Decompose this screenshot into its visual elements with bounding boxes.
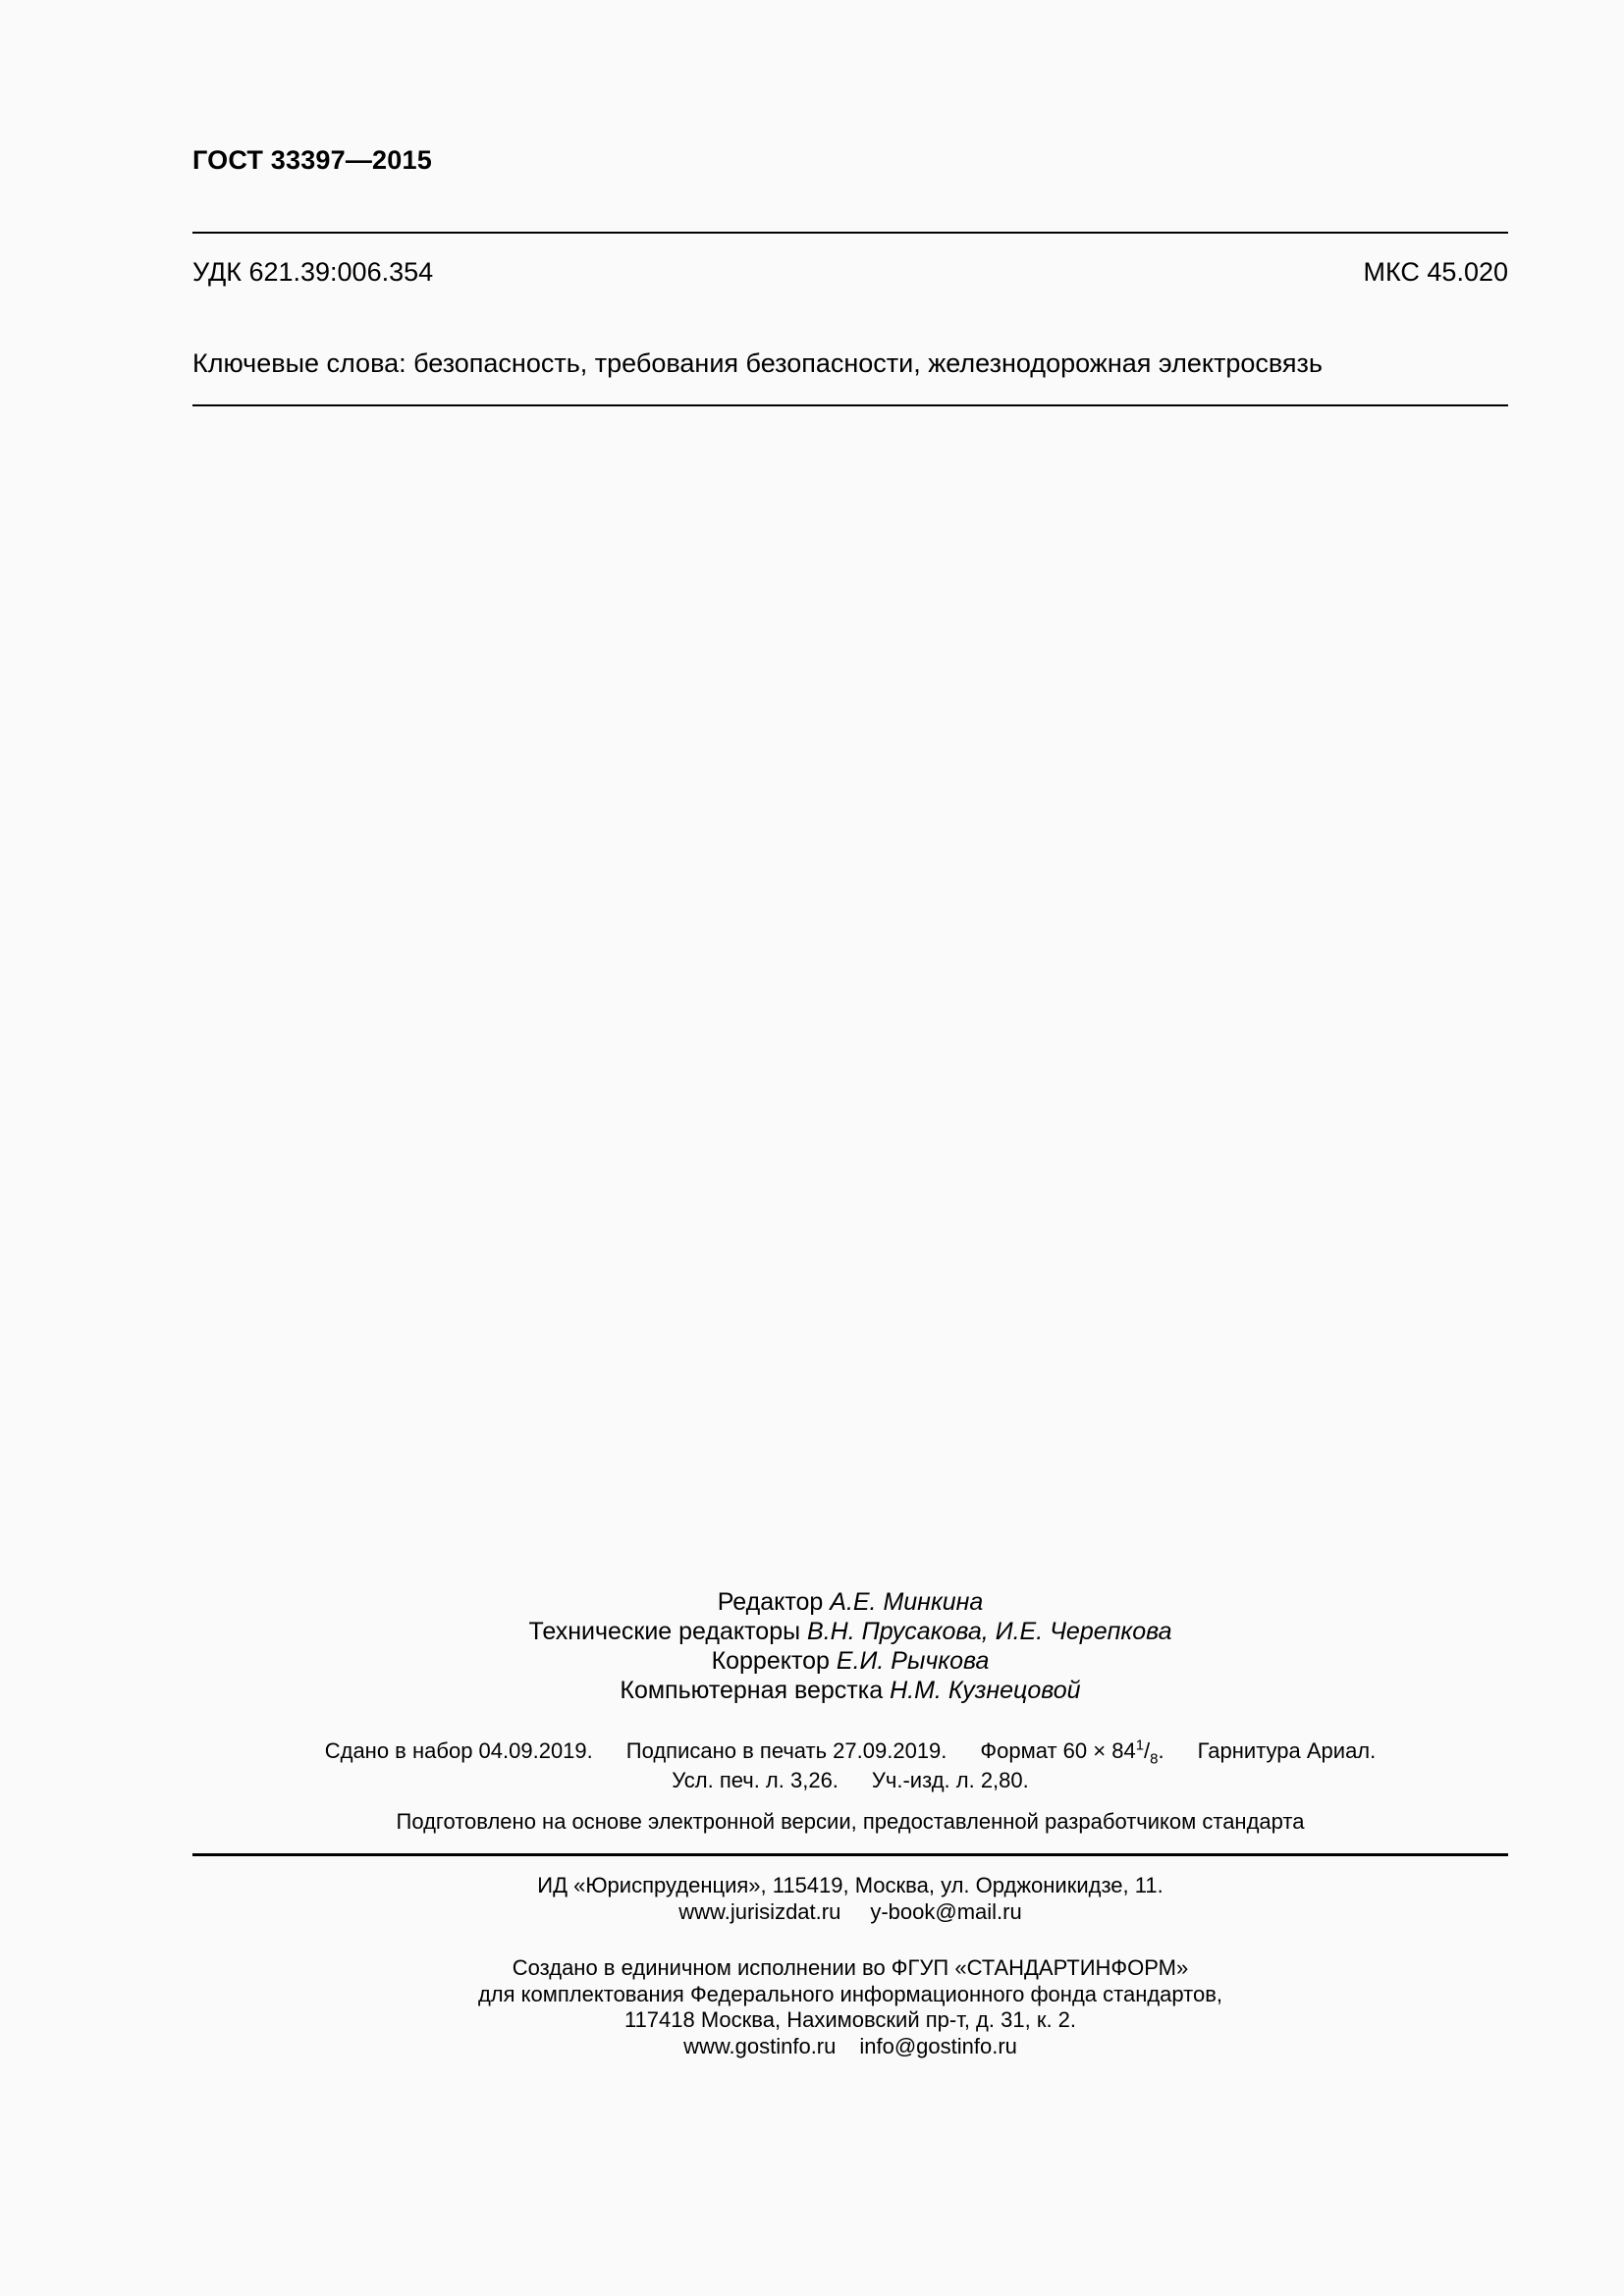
bottom-rule (192, 1853, 1508, 1856)
signed-date: Подписано в печать 27.09.2019. (625, 1738, 947, 1763)
creator-website[interactable]: www.gostinfo.ru (683, 2033, 837, 2058)
format-denominator: 8 (1150, 1750, 1159, 1768)
credit-tech-editors (192, 1617, 1508, 1646)
print-info-line-2 (192, 1768, 1508, 1793)
credit-role: Редактор (717, 1588, 824, 1616)
typeset-date: Сдано в набор 04.09.2019. (324, 1738, 593, 1763)
paper-format (980, 1736, 1164, 1768)
creator-line-2: для комплектования Федерального информационного фонда стандартов, (477, 1981, 1223, 2006)
creator-block (192, 1955, 1508, 2059)
format-suffix: . (1158, 1738, 1164, 1763)
credit-name: Н.М. Кузнецовой (890, 1677, 1081, 1704)
mks-code: МКС 45.020 (1363, 257, 1508, 287)
typeface: Гарнитура Ариал. (1197, 1738, 1377, 1763)
credit-role: Корректор (711, 1647, 830, 1675)
publisher-contacts (192, 1899, 1508, 1926)
creator-line-3: 117418 Москва, Нахимовский пр-т, д. 31, к. 2. (623, 2007, 1077, 2032)
format-slash: / (1144, 1738, 1151, 1763)
top-rule (192, 232, 1508, 234)
credit-role: Технические редакторы (528, 1618, 801, 1645)
print-info-line-1 (192, 1736, 1508, 1768)
document-title: ГОСТ 33397—2015 (192, 145, 432, 175)
publisher-address: ИД «Юриспруденция», 115419, Москва, ул. Орджоникидзе, 11. (537, 1873, 1164, 1897)
credit-corrector (192, 1646, 1508, 1676)
credit-layout (192, 1676, 1508, 1705)
credit-editor (192, 1587, 1508, 1617)
credit-name: В.Н. Прусакова, И.Е. Черепкова (807, 1618, 1172, 1645)
udk-code: УДК 621.39:006.354 (192, 257, 434, 287)
format-prefix: Формат 60 × 84 (980, 1738, 1136, 1763)
publisher-block (192, 1873, 1508, 1925)
credit-name: А.Е. Минкина (830, 1588, 984, 1616)
creator-line-1: Создано в единичном исполнении во ФГУП «СТАНДАРТИНФОРМ» (512, 1955, 1189, 1980)
format-numerator: 1 (1135, 1736, 1145, 1754)
creator-contacts (192, 2034, 1508, 2060)
print-sheets: Усл. печ. л. 3,26. (672, 1768, 839, 1792)
credits-block (192, 1587, 1508, 1705)
publisher-email[interactable]: y-book@mail.ru (870, 1898, 1022, 1924)
keywords-rule (192, 404, 1508, 406)
creator-email[interactable]: info@gostinfo.ru (859, 2033, 1017, 2058)
prepared-note: Подготовлено на основе электронной версии, предоставленной разработчиком стандарта (396, 1809, 1305, 1834)
publisher-sheets: Уч.-изд. л. 2,80. (871, 1768, 1029, 1792)
publisher-website[interactable]: www.jurisizdat.ru (678, 1898, 841, 1924)
credit-role: Компьютерная верстка (620, 1677, 884, 1704)
credit-name: Е.И. Рычкова (836, 1647, 990, 1675)
keywords: Ключевые слова: безопасность, требования безопасности, железнодорожная электросвязь (192, 348, 1323, 378)
